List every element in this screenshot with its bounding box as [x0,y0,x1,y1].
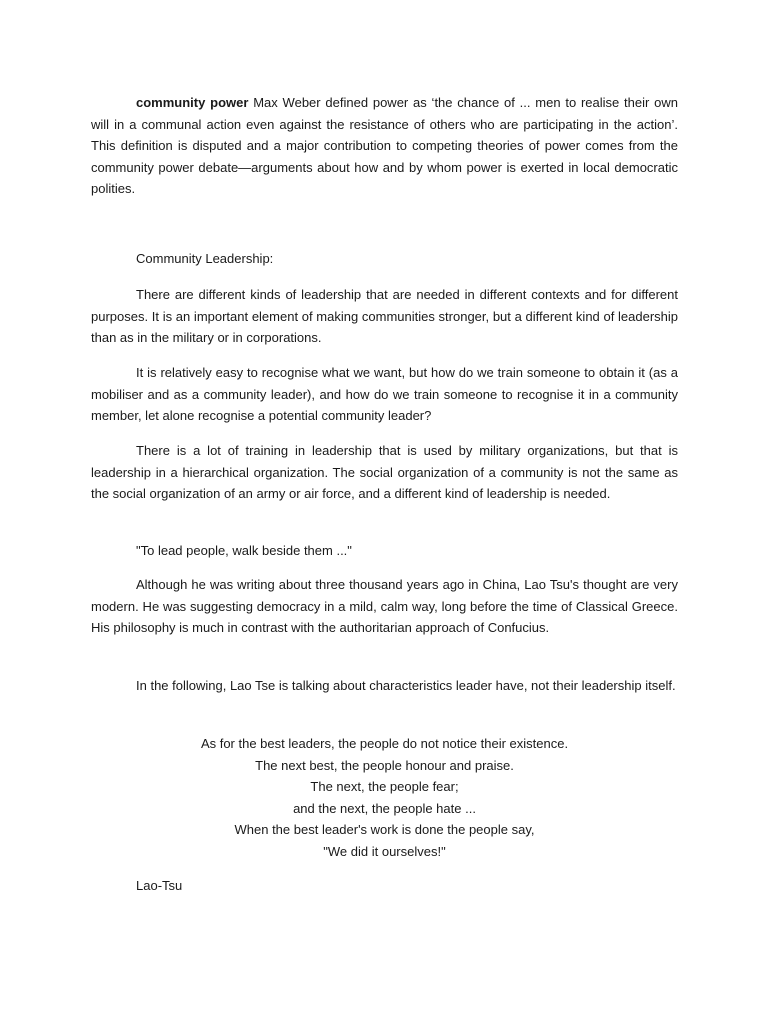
poem-line: As for the best leaders, the people do not notice their existence. [200,736,569,751]
poem-line: When the best leader's work is done the people say, [234,822,535,838]
poem [91,733,678,863]
paragraph-military-training: There is a lot of training in leadership that is used by military organizations, but that is leadership in a hierarchical organization. The social organization of a community is not the same as the social organization of an army or air force, and a different kind of leadership is needed. [91,443,678,502]
paragraph-following: In the following, Lao Tse is talking about characteristics leader have, not their leadership itself. [136,678,676,693]
quote-line: "To lead people, walk beside them ..." [136,543,352,558]
paragraph-recognise: It is relatively easy to recognise what we want, but how do we train someone to obtain it (as a mobiliser and as a community leader), and how do we train someone to recognise it in a community member, let alone recognise a potential community leader? [91,365,678,424]
poem-line: The next, the people fear; [310,779,459,795]
intro-paragraph [91,92,678,200]
section-heading: Community Leadership: [136,251,274,266]
poem-line: and the next, the people hate ... [293,800,476,816]
intro-text: Max Weber defined power as ‘the chance of ... men to realise their own will in a communal action even against the resistance of others who are participating in the action’. This definition is disputed and a major contribution to competing theories of power comes from the community power debate—arguments about how and by whom power is exerted in local democratic polities. [91,95,678,197]
poem-line: The next best, the people honour and praise. [255,757,514,773]
attribution: Lao-Tsu [136,878,183,893]
intro-term: community power [136,95,249,110]
paragraph-leadership-kinds: There are different kinds of leadership that are needed in different contexts and for different purposes. It is an important element of making communities stronger, but a different kind of leadership than as in the military or in corporations. [91,287,678,346]
paragraph-lao-tsu: Although he was writing about three thousand years ago in China, Lao Tsu's thought are very modern. He was suggesting democracy in a mild, calm way, long before the time of Classical Greece. His philosophy is much in contrast with the authoritarian approach of Confucius. [91,577,678,636]
poem-line: "We did it ourselves!" [323,843,446,859]
